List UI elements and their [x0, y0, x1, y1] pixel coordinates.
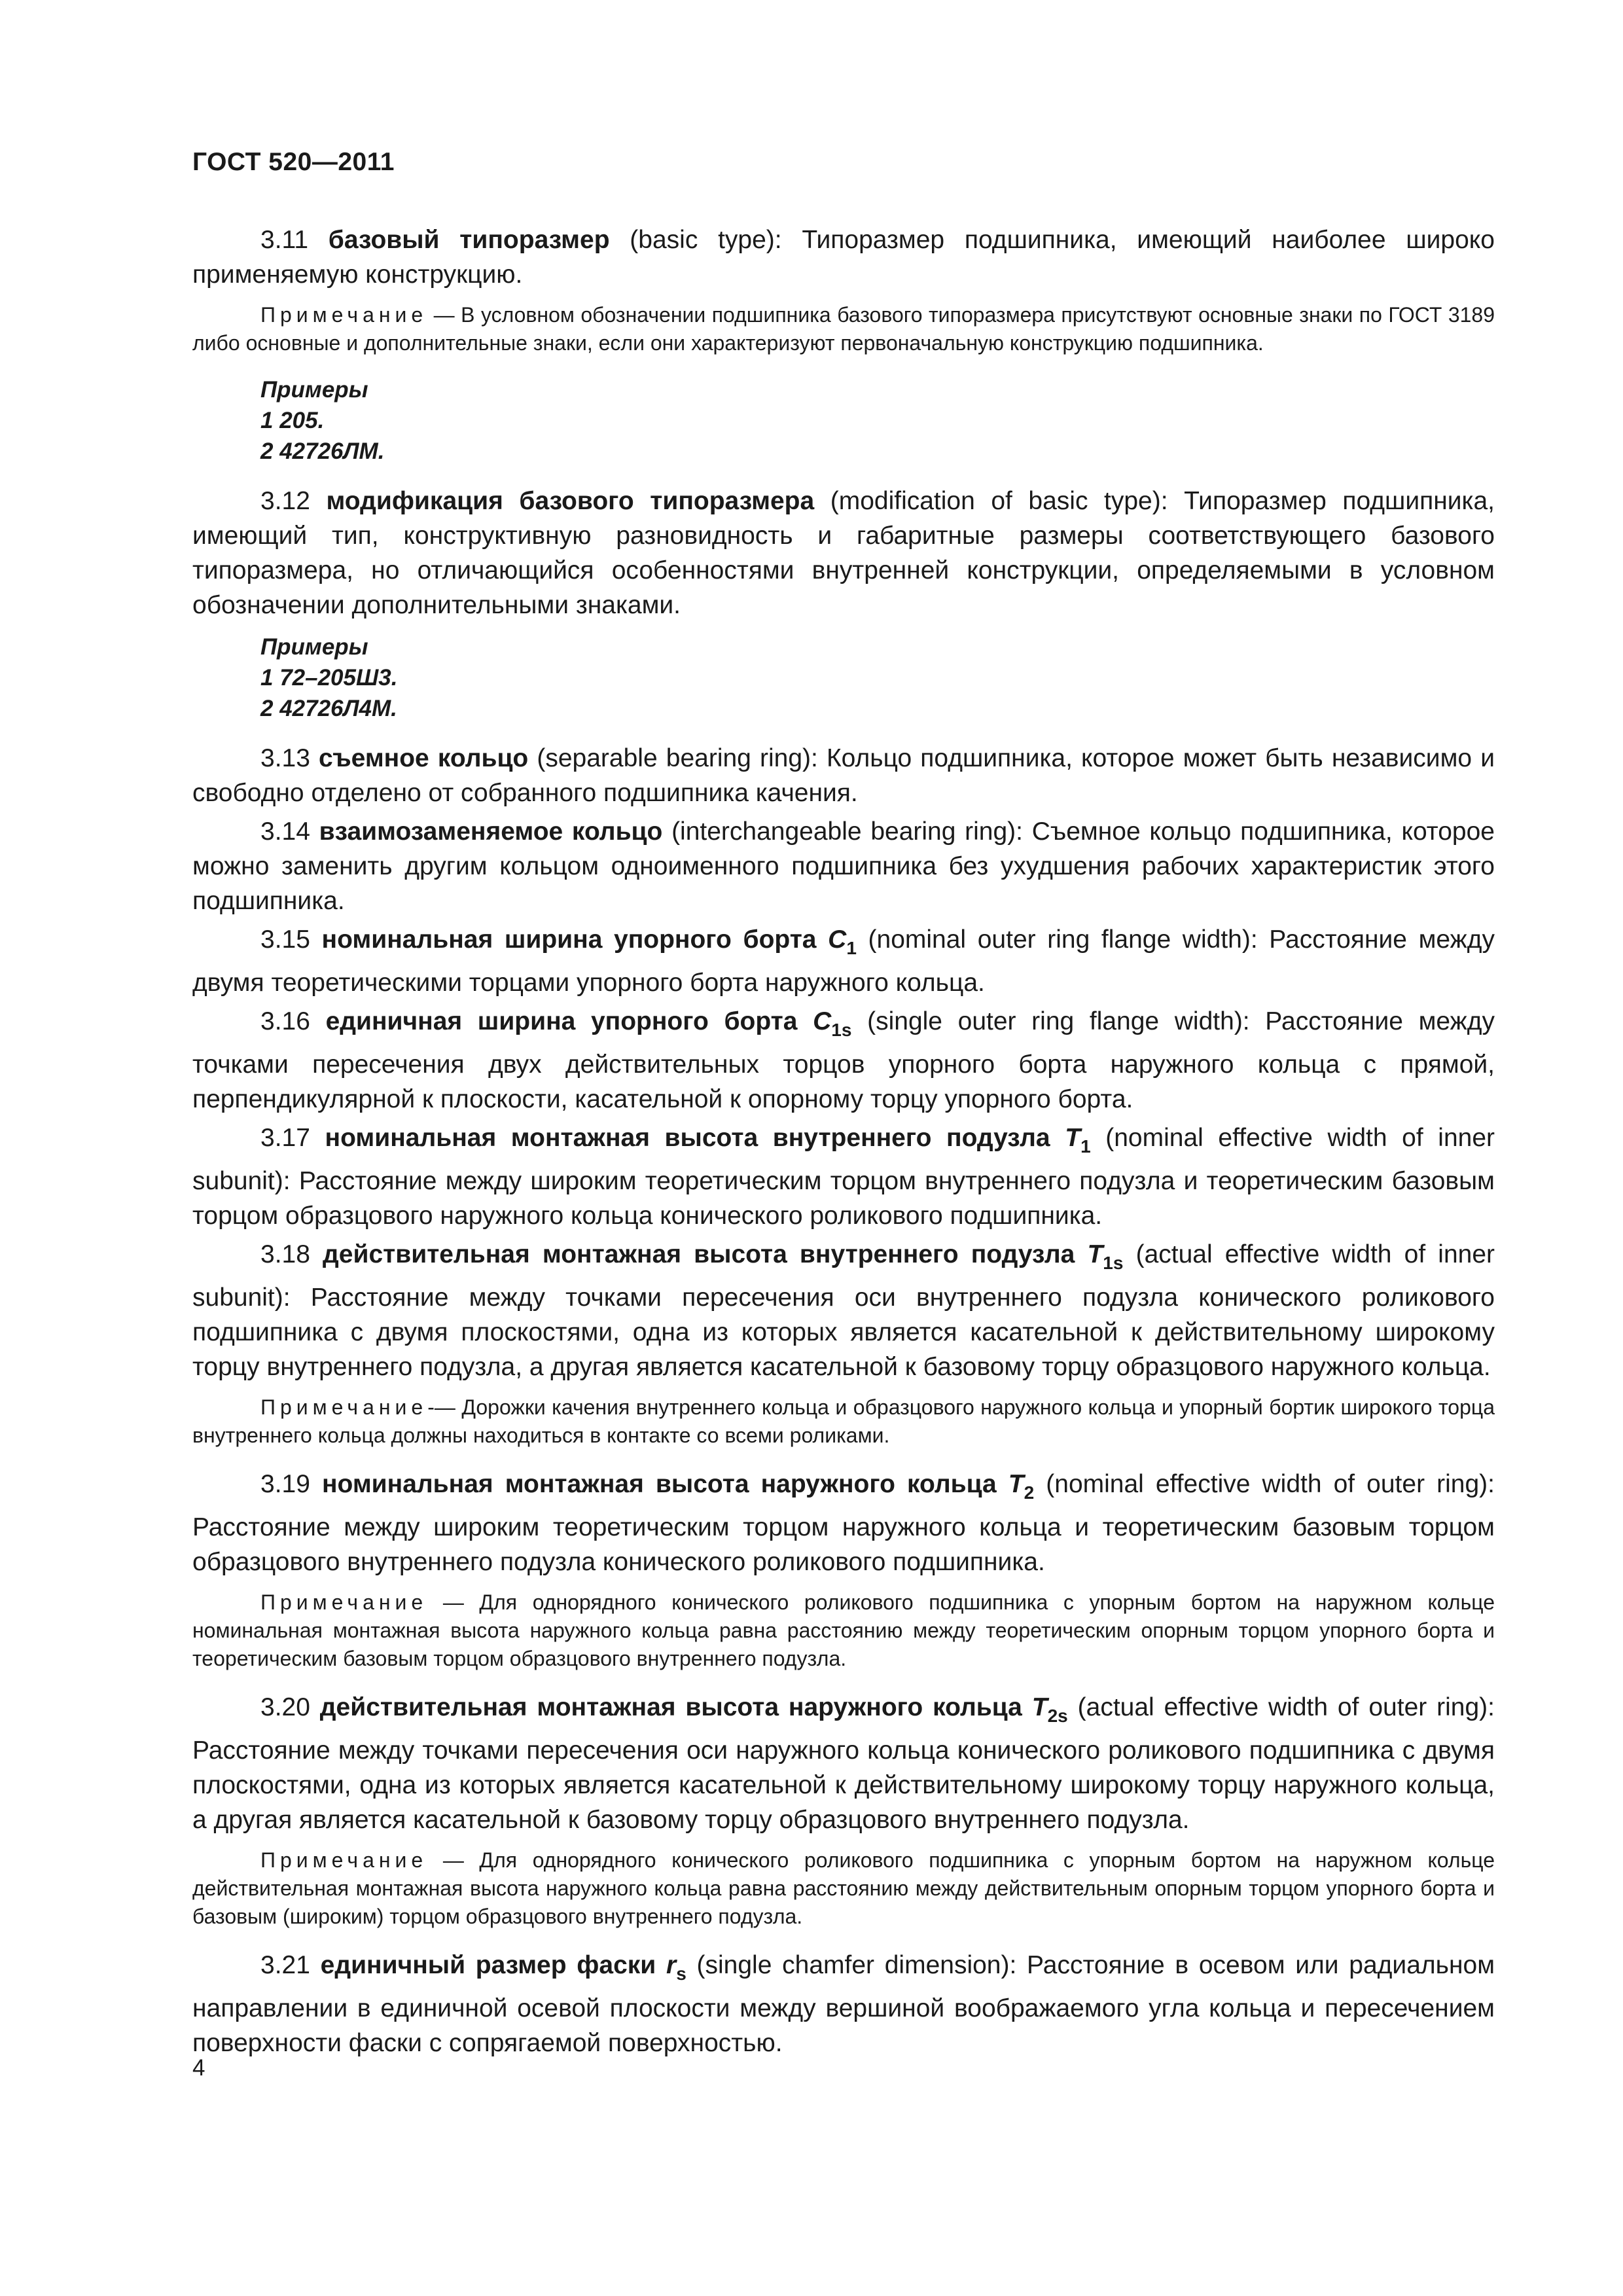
- clause-text: (nominal effective width of outer ring): Расстояние между широким теоретическим торцом наружного кольца и теоретическим базовым торцом образцового внутреннего подузла конического роликового подшипника.: [192, 1470, 1495, 1576]
- clause-text: (nominal effective width of inner subunit): Расстояние между широким теоретическим торцом внутреннего подузла и теоретическим базовым торцом образцового наружного кольца конического роликового подшипника.: [192, 1124, 1495, 1230]
- example-item: 2 42726Л4М.: [260, 696, 397, 721]
- clause-term: взаимозаменяемое кольцо: [319, 817, 663, 846]
- clause-number: 3.13: [260, 744, 310, 772]
- note-label: Примечание: [260, 303, 428, 327]
- clause-number: 3.15: [260, 925, 310, 954]
- clause-text: (actual effective width of inner subunit): Расстояние между точками пересечения оси внутреннего подузла конического роликового подшипника с двумя плоскостями, одна из которых является касательной к действительному широкому торцу внутреннего подузла, а другая является касательной к базовому торцу образцового наружного кольца.: [192, 1240, 1495, 1381]
- clause-term: действительная монтажная высота наружного кольца: [319, 1693, 1022, 1721]
- clause-number: 3.11: [260, 226, 309, 254]
- clause-term: базовый типоразмер: [328, 226, 610, 254]
- clause-symbol: $C_1$: [828, 925, 857, 958]
- clause-3-12: [192, 484, 1495, 622]
- clause-number: 3.12: [260, 487, 310, 515]
- note-label: Примечание: [260, 1590, 428, 1614]
- clause-symbol: $T_{2s}$: [1031, 1693, 1068, 1726]
- clause-number: 3.21: [260, 1951, 310, 1979]
- note-3-19: Примечание — Для однорядного конического роликового подшипника с упорным бортом на наружном кольце номинальная монтажная высота наружного кольца равна расстоянию между теоретическим опорным торцом упорного борта и теоретическим базовым торцом образцового внутреннего подузла.: [192, 1590, 1495, 1670]
- clause-term: номинальная монтажная высота наружного кольца: [321, 1470, 997, 1498]
- clause-text: (separable bearing ring): Кольцо подшипника, которое может быть независимо и свободно отделено от собранного подшипника качения.: [192, 744, 1495, 807]
- clause-text: (single outer ring flange width): Расстояние между точками пересечения двух действительных торцов упорного борта наружного кольца с прямой, перпендикулярной к плоскости, касательной к опорному торцу упорного борта.: [192, 1007, 1495, 1113]
- clause-symbol: $C_{1s}$: [813, 1007, 852, 1040]
- clause-term: действительная монтажная высота внутреннего подузла: [323, 1240, 1075, 1268]
- clause-3-17: [192, 1121, 1495, 1233]
- note-text: Для однорядного конического роликового подшипника с упорным бортом на наружном кольце номинальная монтажная высота наружного кольца равна расстоянию между теоретическим опорным торцом упорного борта и теоретическим базовым торцом образцового внутреннего подузла.: [192, 1590, 1495, 1670]
- example-item: 1 205.: [260, 408, 325, 433]
- clause-text: (nominal outer ring flange width): Расстояние между двумя теоретическими торцами упорного борта наружного кольца.: [192, 925, 1495, 997]
- clause-text: (actual effective width of outer ring): Расстояние между точками пересечения оси наружного кольца конического роликового подшипника с двумя плоскостями, одна из которых является касательной к действительному широкому торцу наружного кольца, а другая является касательной к базовому торцу образцового внутреннего подузла.: [192, 1693, 1495, 1834]
- clause-text: (modification of basic type): Типоразмер подшипника, имеющий тип, конструктивную разновидность и габаритные размеры соответствующего базового типоразмера, но отличающийся особенностями внутренней конструкции, определяемыми в условном обозначении дополнительными знаками.: [192, 487, 1495, 619]
- examples-label: Примеры: [260, 377, 368, 403]
- clause-term: номинальная ширина упорного борта: [321, 925, 817, 954]
- clause-number: 3.20: [260, 1693, 310, 1721]
- clause-text: (single chamfer dimension): Расстояние в осевом или радиальном направлении в единичной осевой плоскости между вершиной воображаемого угла кольца и пересечением поверхности фаски с сопрягаемой поверхностью.: [192, 1951, 1495, 2057]
- clause-number: 3.14: [260, 817, 310, 846]
- clause-text: (interchangeable bearing ring): Съемное кольцо подшипника, которое можно заменить другим кольцом одноименного подшипника без ухудшения рабочих характеристик этого подшипника.: [192, 817, 1495, 915]
- clause-3-11: [192, 223, 1495, 292]
- examples-label: Примеры: [260, 634, 368, 660]
- note-text: Для однорядного конического роликового подшипника с упорным бортом на наружном кольце действительная монтажная высота наружного кольца равна расстоянию между действительным опорным торцом упорного борта и базовым (широким) торцом образцового внутреннего подузла.: [192, 1848, 1495, 1928]
- clause-number: 3.19: [260, 1470, 310, 1498]
- examples-3-11: [260, 374, 1495, 467]
- note-text: В условном обозначении подшипника базового типоразмера присутствуют основные знаки по ГОСТ 3189 либо основные и дополнительные знаки, если они характеризуют первоначальную конструкцию подшипника.: [192, 303, 1495, 355]
- example-item: 1 72–205Ш3.: [260, 665, 398, 691]
- clause-3-19: [192, 1467, 1495, 1579]
- clause-term: съемное кольцо: [319, 744, 529, 772]
- examples-3-12: [260, 632, 1495, 724]
- clause-symbol: $T_{1s}$: [1087, 1240, 1124, 1273]
- clause-3-16: [192, 1004, 1495, 1117]
- clause-number: 3.16: [260, 1007, 310, 1035]
- clause-3-21: [192, 1948, 1495, 2060]
- clause-3-14: [192, 814, 1495, 918]
- clause-3-18: [192, 1237, 1495, 1384]
- clause-term: номинальная монтажная высота внутреннего подузла: [325, 1124, 1050, 1152]
- example-item: 2 42726ЛМ.: [260, 439, 385, 464]
- clause-term: единичная ширина упорного борта: [325, 1007, 798, 1035]
- clause-term: модификация базового типоразмера: [326, 487, 815, 515]
- clause-symbol: $T_1$: [1065, 1124, 1091, 1157]
- clause-3-20: [192, 1690, 1495, 1837]
- note-3-11: Примечание — В условном обозначении подшипника базового типоразмера присутствуют основные знаки по ГОСТ 3189 либо основные и дополнительные знаки, если они характеризуют первоначальную конструкцию подшипника.: [192, 303, 1495, 355]
- clause-3-13: [192, 741, 1495, 810]
- document-body: [192, 223, 1495, 2064]
- clause-3-15: [192, 922, 1495, 1000]
- clause-term: единичный размер фаски: [320, 1951, 656, 1979]
- note-3-20: Примечание — Для однорядного конического роликового подшипника с упорным бортом на наружном кольце действительная монтажная высота наружного кольца равна расстоянию между действительным опорным торцом упорного борта и базовым (широким) торцом образцового внутреннего подузла.: [192, 1848, 1495, 1928]
- page-number: 4: [192, 2055, 205, 2081]
- clause-text: (basic type): Типоразмер подшипника, имеющий наиболее широко применяемую конструкцию.: [192, 226, 1495, 289]
- note-text: Дорожки качения внутреннего кольца и образцового наружного кольца и упорный бортик широкого торца внутреннего кольца должны находиться в контакте со всеми роликами.: [192, 1395, 1495, 1447]
- note-label: Примечание: [260, 1395, 428, 1419]
- document-header: ГОСТ 520—2011: [192, 148, 395, 176]
- clause-symbol: $r_s$: [666, 1951, 687, 1984]
- clause-symbol: $T_2$: [1008, 1470, 1035, 1503]
- clause-number: 3.18: [260, 1240, 310, 1268]
- note-3-18: Примечание-— Дорожки качения внутреннего кольца и образцового наружного кольца и упорный бортик широкого торца внутреннего кольца должны находиться в контакте со всеми роликами.: [192, 1395, 1495, 1447]
- note-label: Примечание: [260, 1848, 428, 1872]
- clause-number: 3.17: [260, 1124, 310, 1152]
